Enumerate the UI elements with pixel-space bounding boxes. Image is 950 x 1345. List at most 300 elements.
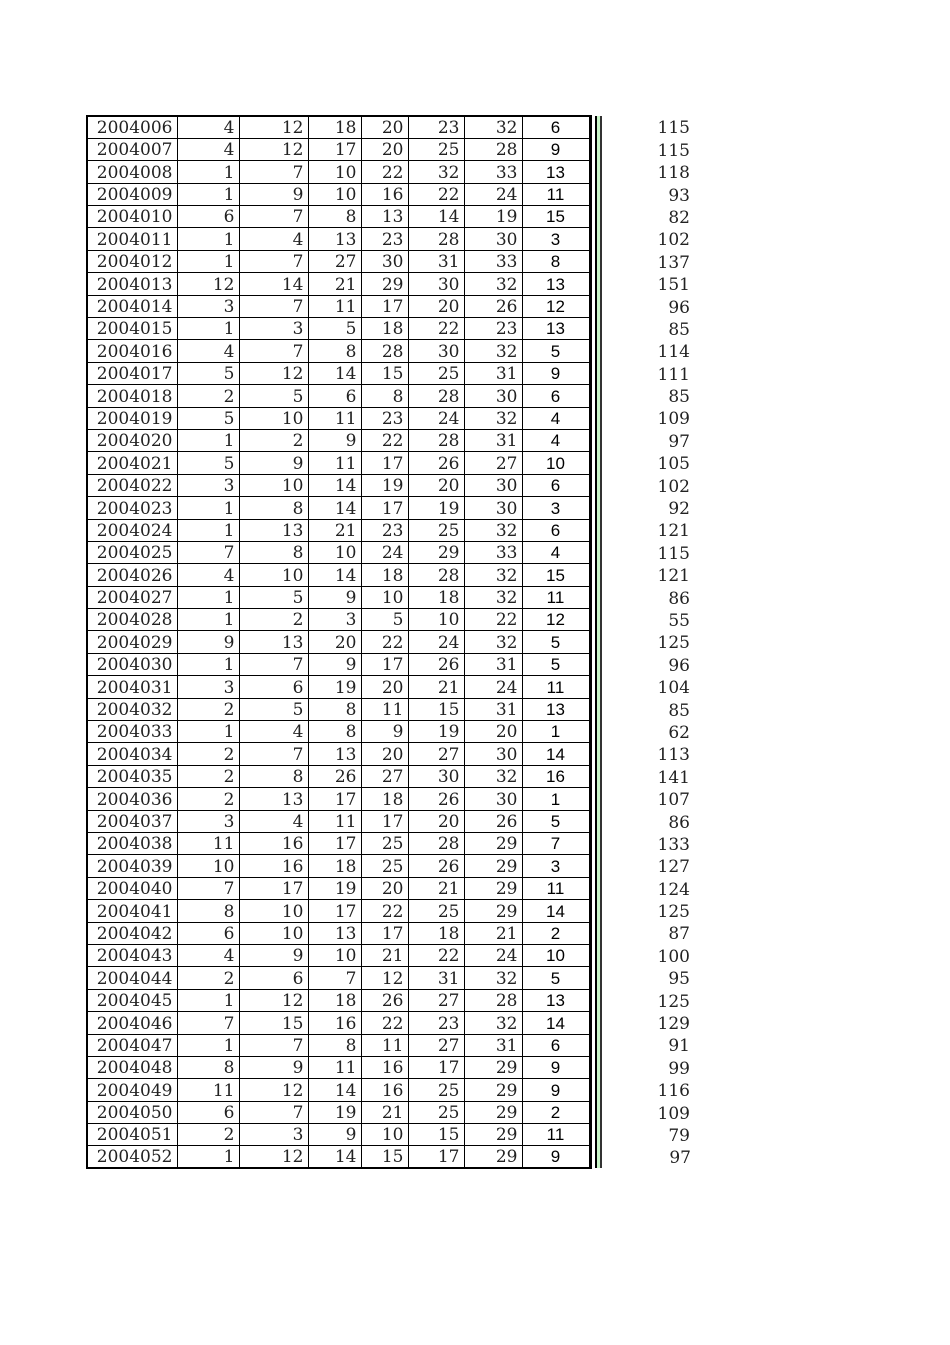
issue-number-cell[interactable]: 2004011 [87, 228, 177, 250]
red-ball-3-cell[interactable]: 13 [308, 922, 361, 944]
red-ball-2-cell[interactable]: 17 [239, 877, 308, 899]
issue-number-cell[interactable]: 2004013 [87, 273, 177, 295]
red-ball-1-cell[interactable]: 5 [177, 362, 239, 384]
red-ball-4-cell[interactable]: 18 [361, 564, 408, 586]
blue-ball-cell[interactable]: 12 [522, 295, 590, 317]
red-ball-5-cell[interactable]: 31 [408, 967, 464, 989]
red-ball-3-cell[interactable]: 8 [308, 1034, 361, 1056]
red-ball-4-cell[interactable]: 12 [361, 967, 408, 989]
red-ball-3-cell[interactable]: 17 [308, 833, 361, 855]
blue-ball-cell[interactable]: 8 [522, 250, 590, 272]
red-ball-2-cell[interactable]: 3 [239, 318, 308, 340]
red-ball-3-cell[interactable]: 8 [308, 698, 361, 720]
red-ball-4-cell[interactable]: 17 [361, 653, 408, 675]
red-ball-1-cell[interactable]: 1 [177, 653, 239, 675]
issue-number-cell[interactable]: 2004045 [87, 989, 177, 1011]
red-ball-6-cell[interactable]: 32 [464, 273, 522, 295]
red-ball-5-cell[interactable]: 17 [408, 1056, 464, 1078]
sum-cell[interactable]: 127 [657, 857, 690, 878]
table-row[interactable] [87, 250, 691, 272]
table-row[interactable] [87, 385, 691, 407]
table-row[interactable] [87, 183, 691, 205]
table-row[interactable] [87, 273, 691, 295]
red-ball-2-cell[interactable]: 6 [239, 967, 308, 989]
red-ball-3-cell[interactable]: 19 [308, 676, 361, 698]
red-ball-3-cell[interactable]: 17 [308, 138, 361, 160]
red-ball-1-cell[interactable]: 6 [177, 206, 239, 228]
red-ball-5-cell[interactable]: 21 [408, 877, 464, 899]
red-ball-4-cell[interactable]: 8 [361, 385, 408, 407]
red-ball-6-cell[interactable]: 29 [464, 877, 522, 899]
red-ball-4-cell[interactable]: 19 [361, 474, 408, 496]
blue-ball-cell[interactable]: 9 [522, 1146, 590, 1168]
sum-cell[interactable]: 102 [657, 476, 690, 497]
table-row[interactable] [87, 967, 691, 989]
blue-ball-cell[interactable]: 1 [522, 788, 590, 810]
red-ball-6-cell[interactable]: 26 [464, 295, 522, 317]
issue-number-cell[interactable]: 2004014 [87, 295, 177, 317]
table-row[interactable] [87, 721, 691, 743]
red-ball-6-cell[interactable]: 32 [464, 564, 522, 586]
blue-ball-cell[interactable]: 11 [522, 183, 590, 205]
issue-number-cell[interactable]: 2004034 [87, 743, 177, 765]
red-ball-2-cell[interactable]: 10 [239, 407, 308, 429]
red-ball-6-cell[interactable]: 30 [464, 385, 522, 407]
sum-cell[interactable]: 97 [669, 1148, 691, 1169]
sum-cell[interactable]: 151 [657, 275, 690, 296]
issue-number-cell[interactable]: 2004048 [87, 1056, 177, 1078]
table-row[interactable] [87, 989, 691, 1011]
red-ball-2-cell[interactable]: 4 [239, 228, 308, 250]
red-ball-5-cell[interactable]: 22 [408, 318, 464, 340]
red-ball-6-cell[interactable]: 31 [464, 1034, 522, 1056]
sum-cell[interactable]: 141 [657, 767, 690, 788]
red-ball-2-cell[interactable]: 9 [239, 1056, 308, 1078]
table-row[interactable] [87, 788, 691, 810]
red-ball-4-cell[interactable]: 16 [361, 1079, 408, 1101]
red-ball-2-cell[interactable]: 7 [239, 653, 308, 675]
issue-number-cell[interactable]: 2004024 [87, 519, 177, 541]
red-ball-2-cell[interactable]: 10 [239, 474, 308, 496]
sum-cell[interactable]: 114 [657, 342, 690, 363]
red-ball-2-cell[interactable]: 10 [239, 900, 308, 922]
red-ball-4-cell[interactable]: 20 [361, 138, 408, 160]
red-ball-6-cell[interactable]: 29 [464, 855, 522, 877]
red-ball-5-cell[interactable]: 30 [408, 273, 464, 295]
red-ball-2-cell[interactable]: 6 [239, 676, 308, 698]
table-row[interactable] [87, 609, 691, 631]
red-ball-1-cell[interactable]: 2 [177, 1124, 239, 1146]
blue-ball-cell[interactable]: 13 [522, 161, 590, 183]
red-ball-5-cell[interactable]: 23 [408, 116, 464, 138]
red-ball-4-cell[interactable]: 30 [361, 250, 408, 272]
table-row[interactable] [87, 318, 691, 340]
issue-number-cell[interactable]: 2004010 [87, 206, 177, 228]
blue-ball-cell[interactable]: 5 [522, 967, 590, 989]
table-row[interactable] [87, 295, 691, 317]
sum-cell[interactable]: 111 [657, 364, 690, 385]
issue-number-cell[interactable]: 2004040 [87, 877, 177, 899]
table-row[interactable] [87, 1034, 691, 1056]
blue-ball-cell[interactable]: 9 [522, 1079, 590, 1101]
red-ball-4-cell[interactable]: 13 [361, 206, 408, 228]
sum-cell[interactable]: 87 [668, 924, 690, 945]
red-ball-1-cell[interactable]: 5 [177, 407, 239, 429]
red-ball-4-cell[interactable]: 15 [361, 362, 408, 384]
issue-number-cell[interactable]: 2004008 [87, 161, 177, 183]
red-ball-4-cell[interactable]: 16 [361, 1056, 408, 1078]
blue-ball-cell[interactable]: 2 [522, 922, 590, 944]
red-ball-6-cell[interactable]: 23 [464, 318, 522, 340]
red-ball-5-cell[interactable]: 30 [408, 340, 464, 362]
red-ball-4-cell[interactable]: 5 [361, 609, 408, 631]
issue-number-cell[interactable]: 2004025 [87, 541, 177, 563]
red-ball-1-cell[interactable]: 1 [177, 1034, 239, 1056]
red-ball-2-cell[interactable]: 13 [239, 519, 308, 541]
red-ball-4-cell[interactable]: 23 [361, 228, 408, 250]
red-ball-4-cell[interactable]: 28 [361, 340, 408, 362]
table-row[interactable] [87, 1101, 691, 1123]
red-ball-4-cell[interactable]: 20 [361, 743, 408, 765]
red-ball-4-cell[interactable]: 9 [361, 721, 408, 743]
red-ball-1-cell[interactable]: 7 [177, 1012, 239, 1034]
red-ball-1-cell[interactable]: 2 [177, 698, 239, 720]
red-ball-5-cell[interactable]: 28 [408, 429, 464, 451]
issue-number-cell[interactable]: 2004033 [87, 721, 177, 743]
table-row[interactable] [87, 340, 691, 362]
red-ball-5-cell[interactable]: 32 [408, 161, 464, 183]
issue-number-cell[interactable]: 2004016 [87, 340, 177, 362]
red-ball-1-cell[interactable]: 11 [177, 833, 239, 855]
red-ball-6-cell[interactable]: 22 [464, 609, 522, 631]
red-ball-4-cell[interactable]: 22 [361, 429, 408, 451]
red-ball-6-cell[interactable]: 31 [464, 362, 522, 384]
table-row[interactable] [87, 206, 691, 228]
blue-ball-cell[interactable]: 14 [522, 1012, 590, 1034]
red-ball-4-cell[interactable]: 23 [361, 407, 408, 429]
sum-cell[interactable]: 129 [657, 1014, 690, 1035]
issue-number-cell[interactable]: 2004012 [87, 250, 177, 272]
red-ball-1-cell[interactable]: 2 [177, 765, 239, 787]
red-ball-6-cell[interactable]: 29 [464, 1079, 522, 1101]
issue-number-cell[interactable]: 2004019 [87, 407, 177, 429]
table-row[interactable] [87, 1124, 691, 1146]
issue-number-cell[interactable]: 2004032 [87, 698, 177, 720]
table-row[interactable] [87, 474, 691, 496]
red-ball-6-cell[interactable]: 30 [464, 497, 522, 519]
red-ball-5-cell[interactable]: 10 [408, 609, 464, 631]
blue-ball-cell[interactable]: 3 [522, 228, 590, 250]
red-ball-3-cell[interactable]: 9 [308, 653, 361, 675]
blue-ball-cell[interactable]: 14 [522, 743, 590, 765]
red-ball-3-cell[interactable]: 3 [308, 609, 361, 631]
red-ball-5-cell[interactable]: 31 [408, 250, 464, 272]
table-row[interactable] [87, 877, 691, 899]
blue-ball-cell[interactable]: 10 [522, 452, 590, 474]
red-ball-5-cell[interactable]: 28 [408, 228, 464, 250]
sum-cell[interactable]: 109 [657, 409, 690, 430]
issue-number-cell[interactable]: 2004051 [87, 1124, 177, 1146]
issue-number-cell[interactable]: 2004039 [87, 855, 177, 877]
red-ball-1-cell[interactable]: 1 [177, 609, 239, 631]
red-ball-1-cell[interactable]: 1 [177, 429, 239, 451]
red-ball-2-cell[interactable]: 8 [239, 497, 308, 519]
red-ball-2-cell[interactable]: 8 [239, 765, 308, 787]
red-ball-3-cell[interactable]: 9 [308, 1124, 361, 1146]
red-ball-4-cell[interactable]: 25 [361, 833, 408, 855]
red-ball-3-cell[interactable]: 13 [308, 228, 361, 250]
red-ball-5-cell[interactable]: 19 [408, 497, 464, 519]
red-ball-2-cell[interactable]: 7 [239, 161, 308, 183]
red-ball-5-cell[interactable]: 14 [408, 206, 464, 228]
red-ball-2-cell[interactable]: 9 [239, 944, 308, 966]
red-ball-4-cell[interactable]: 22 [361, 161, 408, 183]
red-ball-6-cell[interactable]: 31 [464, 653, 522, 675]
sum-cell[interactable]: 97 [668, 431, 690, 452]
issue-number-cell[interactable]: 2004031 [87, 676, 177, 698]
sum-cell[interactable]: 62 [668, 722, 690, 743]
red-ball-1-cell[interactable]: 2 [177, 967, 239, 989]
red-ball-1-cell[interactable]: 1 [177, 161, 239, 183]
red-ball-4-cell[interactable]: 10 [361, 586, 408, 608]
red-ball-4-cell[interactable]: 20 [361, 116, 408, 138]
red-ball-6-cell[interactable]: 33 [464, 250, 522, 272]
blue-ball-cell[interactable]: 3 [522, 497, 590, 519]
red-ball-5-cell[interactable]: 25 [408, 1079, 464, 1101]
sum-cell[interactable]: 121 [657, 566, 690, 587]
red-ball-4-cell[interactable]: 21 [361, 1101, 408, 1123]
blue-ball-cell[interactable]: 5 [522, 810, 590, 832]
red-ball-6-cell[interactable]: 19 [464, 206, 522, 228]
red-ball-2-cell[interactable]: 5 [239, 385, 308, 407]
sum-cell[interactable]: 115 [657, 543, 690, 564]
red-ball-1-cell[interactable]: 2 [177, 385, 239, 407]
red-ball-4-cell[interactable]: 26 [361, 989, 408, 1011]
red-ball-4-cell[interactable]: 17 [361, 922, 408, 944]
table-row[interactable] [87, 519, 691, 541]
red-ball-5-cell[interactable]: 29 [408, 541, 464, 563]
blue-ball-cell[interactable]: 6 [522, 474, 590, 496]
sum-cell[interactable]: 133 [657, 834, 690, 855]
red-ball-1-cell[interactable]: 7 [177, 541, 239, 563]
red-ball-5-cell[interactable]: 20 [408, 474, 464, 496]
issue-number-cell[interactable]: 2004046 [87, 1012, 177, 1034]
table-row[interactable] [87, 743, 691, 765]
red-ball-3-cell[interactable]: 8 [308, 721, 361, 743]
table-row[interactable] [87, 564, 691, 586]
blue-ball-cell[interactable]: 15 [522, 564, 590, 586]
red-ball-5-cell[interactable]: 28 [408, 833, 464, 855]
issue-number-cell[interactable]: 2004028 [87, 609, 177, 631]
red-ball-5-cell[interactable]: 26 [408, 855, 464, 877]
issue-number-cell[interactable]: 2004017 [87, 362, 177, 384]
red-ball-3-cell[interactable]: 26 [308, 765, 361, 787]
red-ball-6-cell[interactable]: 32 [464, 116, 522, 138]
red-ball-4-cell[interactable]: 17 [361, 295, 408, 317]
sum-cell[interactable]: 100 [657, 946, 690, 967]
red-ball-2-cell[interactable]: 12 [239, 138, 308, 160]
blue-ball-cell[interactable]: 12 [522, 609, 590, 631]
red-ball-1-cell[interactable]: 1 [177, 721, 239, 743]
red-ball-1-cell[interactable]: 1 [177, 318, 239, 340]
issue-number-cell[interactable]: 2004038 [87, 833, 177, 855]
table-row[interactable] [87, 452, 691, 474]
red-ball-1-cell[interactable]: 1 [177, 497, 239, 519]
red-ball-1-cell[interactable]: 1 [177, 250, 239, 272]
red-ball-1-cell[interactable]: 7 [177, 877, 239, 899]
red-ball-5-cell[interactable]: 15 [408, 1124, 464, 1146]
red-ball-2-cell[interactable]: 5 [239, 586, 308, 608]
sum-cell[interactable]: 92 [668, 499, 690, 520]
red-ball-1-cell[interactable]: 4 [177, 564, 239, 586]
blue-ball-cell[interactable]: 13 [522, 273, 590, 295]
red-ball-6-cell[interactable]: 29 [464, 1124, 522, 1146]
table-row[interactable] [87, 833, 691, 855]
table-row[interactable] [87, 138, 691, 160]
red-ball-1-cell[interactable]: 1 [177, 586, 239, 608]
red-ball-2-cell[interactable]: 7 [239, 743, 308, 765]
sum-cell[interactable]: 85 [668, 319, 690, 340]
sum-cell[interactable]: 125 [657, 902, 690, 923]
red-ball-4-cell[interactable]: 22 [361, 1012, 408, 1034]
red-ball-1-cell[interactable]: 1 [177, 519, 239, 541]
sum-cell[interactable]: 125 [657, 633, 690, 654]
issue-number-cell[interactable]: 2004050 [87, 1101, 177, 1123]
red-ball-3-cell[interactable]: 10 [308, 944, 361, 966]
sum-cell[interactable]: 137 [657, 252, 690, 273]
blue-ball-cell[interactable]: 5 [522, 631, 590, 653]
red-ball-6-cell[interactable]: 29 [464, 833, 522, 855]
table-row[interactable] [87, 1146, 691, 1168]
red-ball-1-cell[interactable]: 4 [177, 116, 239, 138]
red-ball-6-cell[interactable]: 24 [464, 676, 522, 698]
blue-ball-cell[interactable]: 1 [522, 721, 590, 743]
red-ball-2-cell[interactable]: 9 [239, 452, 308, 474]
red-ball-6-cell[interactable]: 32 [464, 1012, 522, 1034]
red-ball-5-cell[interactable]: 27 [408, 1034, 464, 1056]
red-ball-3-cell[interactable]: 10 [308, 541, 361, 563]
issue-number-cell[interactable]: 2004042 [87, 922, 177, 944]
table-row[interactable] [87, 653, 691, 675]
red-ball-1-cell[interactable]: 6 [177, 1101, 239, 1123]
red-ball-6-cell[interactable]: 28 [464, 989, 522, 1011]
table-row[interactable] [87, 116, 691, 138]
red-ball-2-cell[interactable]: 7 [239, 206, 308, 228]
red-ball-6-cell[interactable]: 32 [464, 340, 522, 362]
red-ball-2-cell[interactable]: 12 [239, 1079, 308, 1101]
red-ball-4-cell[interactable]: 23 [361, 519, 408, 541]
sum-cell[interactable]: 93 [668, 185, 690, 206]
blue-ball-cell[interactable]: 14 [522, 900, 590, 922]
red-ball-3-cell[interactable]: 11 [308, 452, 361, 474]
red-ball-3-cell[interactable]: 19 [308, 1101, 361, 1123]
red-ball-6-cell[interactable]: 29 [464, 900, 522, 922]
issue-number-cell[interactable]: 2004027 [87, 586, 177, 608]
red-ball-4-cell[interactable]: 27 [361, 765, 408, 787]
red-ball-5-cell[interactable]: 24 [408, 407, 464, 429]
red-ball-2-cell[interactable]: 2 [239, 609, 308, 631]
issue-number-cell[interactable]: 2004049 [87, 1079, 177, 1101]
red-ball-3-cell[interactable]: 9 [308, 429, 361, 451]
red-ball-5-cell[interactable]: 25 [408, 362, 464, 384]
red-ball-6-cell[interactable]: 30 [464, 743, 522, 765]
red-ball-1-cell[interactable]: 4 [177, 138, 239, 160]
issue-number-cell[interactable]: 2004018 [87, 385, 177, 407]
sum-cell[interactable]: 115 [657, 140, 690, 161]
sum-cell[interactable]: 85 [668, 387, 690, 408]
red-ball-4-cell[interactable]: 29 [361, 273, 408, 295]
issue-number-cell[interactable]: 2004044 [87, 967, 177, 989]
red-ball-3-cell[interactable]: 18 [308, 855, 361, 877]
red-ball-5-cell[interactable]: 28 [408, 564, 464, 586]
blue-ball-cell[interactable]: 10 [522, 944, 590, 966]
red-ball-5-cell[interactable]: 26 [408, 788, 464, 810]
red-ball-6-cell[interactable]: 30 [464, 474, 522, 496]
table-row[interactable] [87, 497, 691, 519]
red-ball-3-cell[interactable]: 10 [308, 161, 361, 183]
red-ball-2-cell[interactable]: 14 [239, 273, 308, 295]
red-ball-4-cell[interactable]: 20 [361, 676, 408, 698]
red-ball-2-cell[interactable]: 7 [239, 340, 308, 362]
red-ball-4-cell[interactable]: 17 [361, 452, 408, 474]
sum-cell[interactable]: 99 [668, 1058, 690, 1079]
blue-ball-cell[interactable]: 13 [522, 698, 590, 720]
red-ball-3-cell[interactable]: 27 [308, 250, 361, 272]
red-ball-1-cell[interactable]: 3 [177, 810, 239, 832]
red-ball-3-cell[interactable]: 11 [308, 295, 361, 317]
red-ball-1-cell[interactable]: 2 [177, 743, 239, 765]
sum-cell[interactable]: 113 [657, 745, 690, 766]
red-ball-4-cell[interactable]: 20 [361, 877, 408, 899]
blue-ball-cell[interactable]: 6 [522, 1034, 590, 1056]
blue-ball-cell[interactable]: 16 [522, 765, 590, 787]
red-ball-3-cell[interactable]: 21 [308, 273, 361, 295]
sum-cell[interactable]: 96 [668, 655, 690, 676]
red-ball-6-cell[interactable]: 24 [464, 183, 522, 205]
red-ball-2-cell[interactable]: 12 [239, 116, 308, 138]
blue-ball-cell[interactable]: 4 [522, 429, 590, 451]
red-ball-6-cell[interactable]: 32 [464, 967, 522, 989]
red-ball-1-cell[interactable]: 6 [177, 922, 239, 944]
sum-cell[interactable]: 109 [657, 1103, 690, 1124]
red-ball-4-cell[interactable]: 18 [361, 318, 408, 340]
red-ball-3-cell[interactable]: 17 [308, 788, 361, 810]
red-ball-3-cell[interactable]: 7 [308, 967, 361, 989]
red-ball-3-cell[interactable]: 14 [308, 1146, 361, 1168]
red-ball-2-cell[interactable]: 12 [239, 362, 308, 384]
issue-number-cell[interactable]: 2004029 [87, 631, 177, 653]
table-row[interactable] [87, 586, 691, 608]
red-ball-2-cell[interactable]: 13 [239, 631, 308, 653]
red-ball-5-cell[interactable]: 20 [408, 295, 464, 317]
sum-cell[interactable]: 107 [657, 790, 690, 811]
issue-number-cell[interactable]: 2004052 [87, 1146, 177, 1168]
red-ball-3-cell[interactable]: 11 [308, 1056, 361, 1078]
red-ball-6-cell[interactable]: 33 [464, 161, 522, 183]
sum-cell[interactable]: 104 [657, 678, 690, 699]
red-ball-2-cell[interactable]: 7 [239, 295, 308, 317]
blue-ball-cell[interactable]: 5 [522, 340, 590, 362]
red-ball-5-cell[interactable]: 25 [408, 900, 464, 922]
red-ball-3-cell[interactable]: 8 [308, 206, 361, 228]
blue-ball-cell[interactable]: 13 [522, 318, 590, 340]
red-ball-6-cell[interactable]: 32 [464, 586, 522, 608]
table-row[interactable] [87, 900, 691, 922]
red-ball-5-cell[interactable]: 21 [408, 676, 464, 698]
red-ball-2-cell[interactable]: 9 [239, 183, 308, 205]
red-ball-2-cell[interactable]: 16 [239, 833, 308, 855]
red-ball-3-cell[interactable]: 17 [308, 900, 361, 922]
